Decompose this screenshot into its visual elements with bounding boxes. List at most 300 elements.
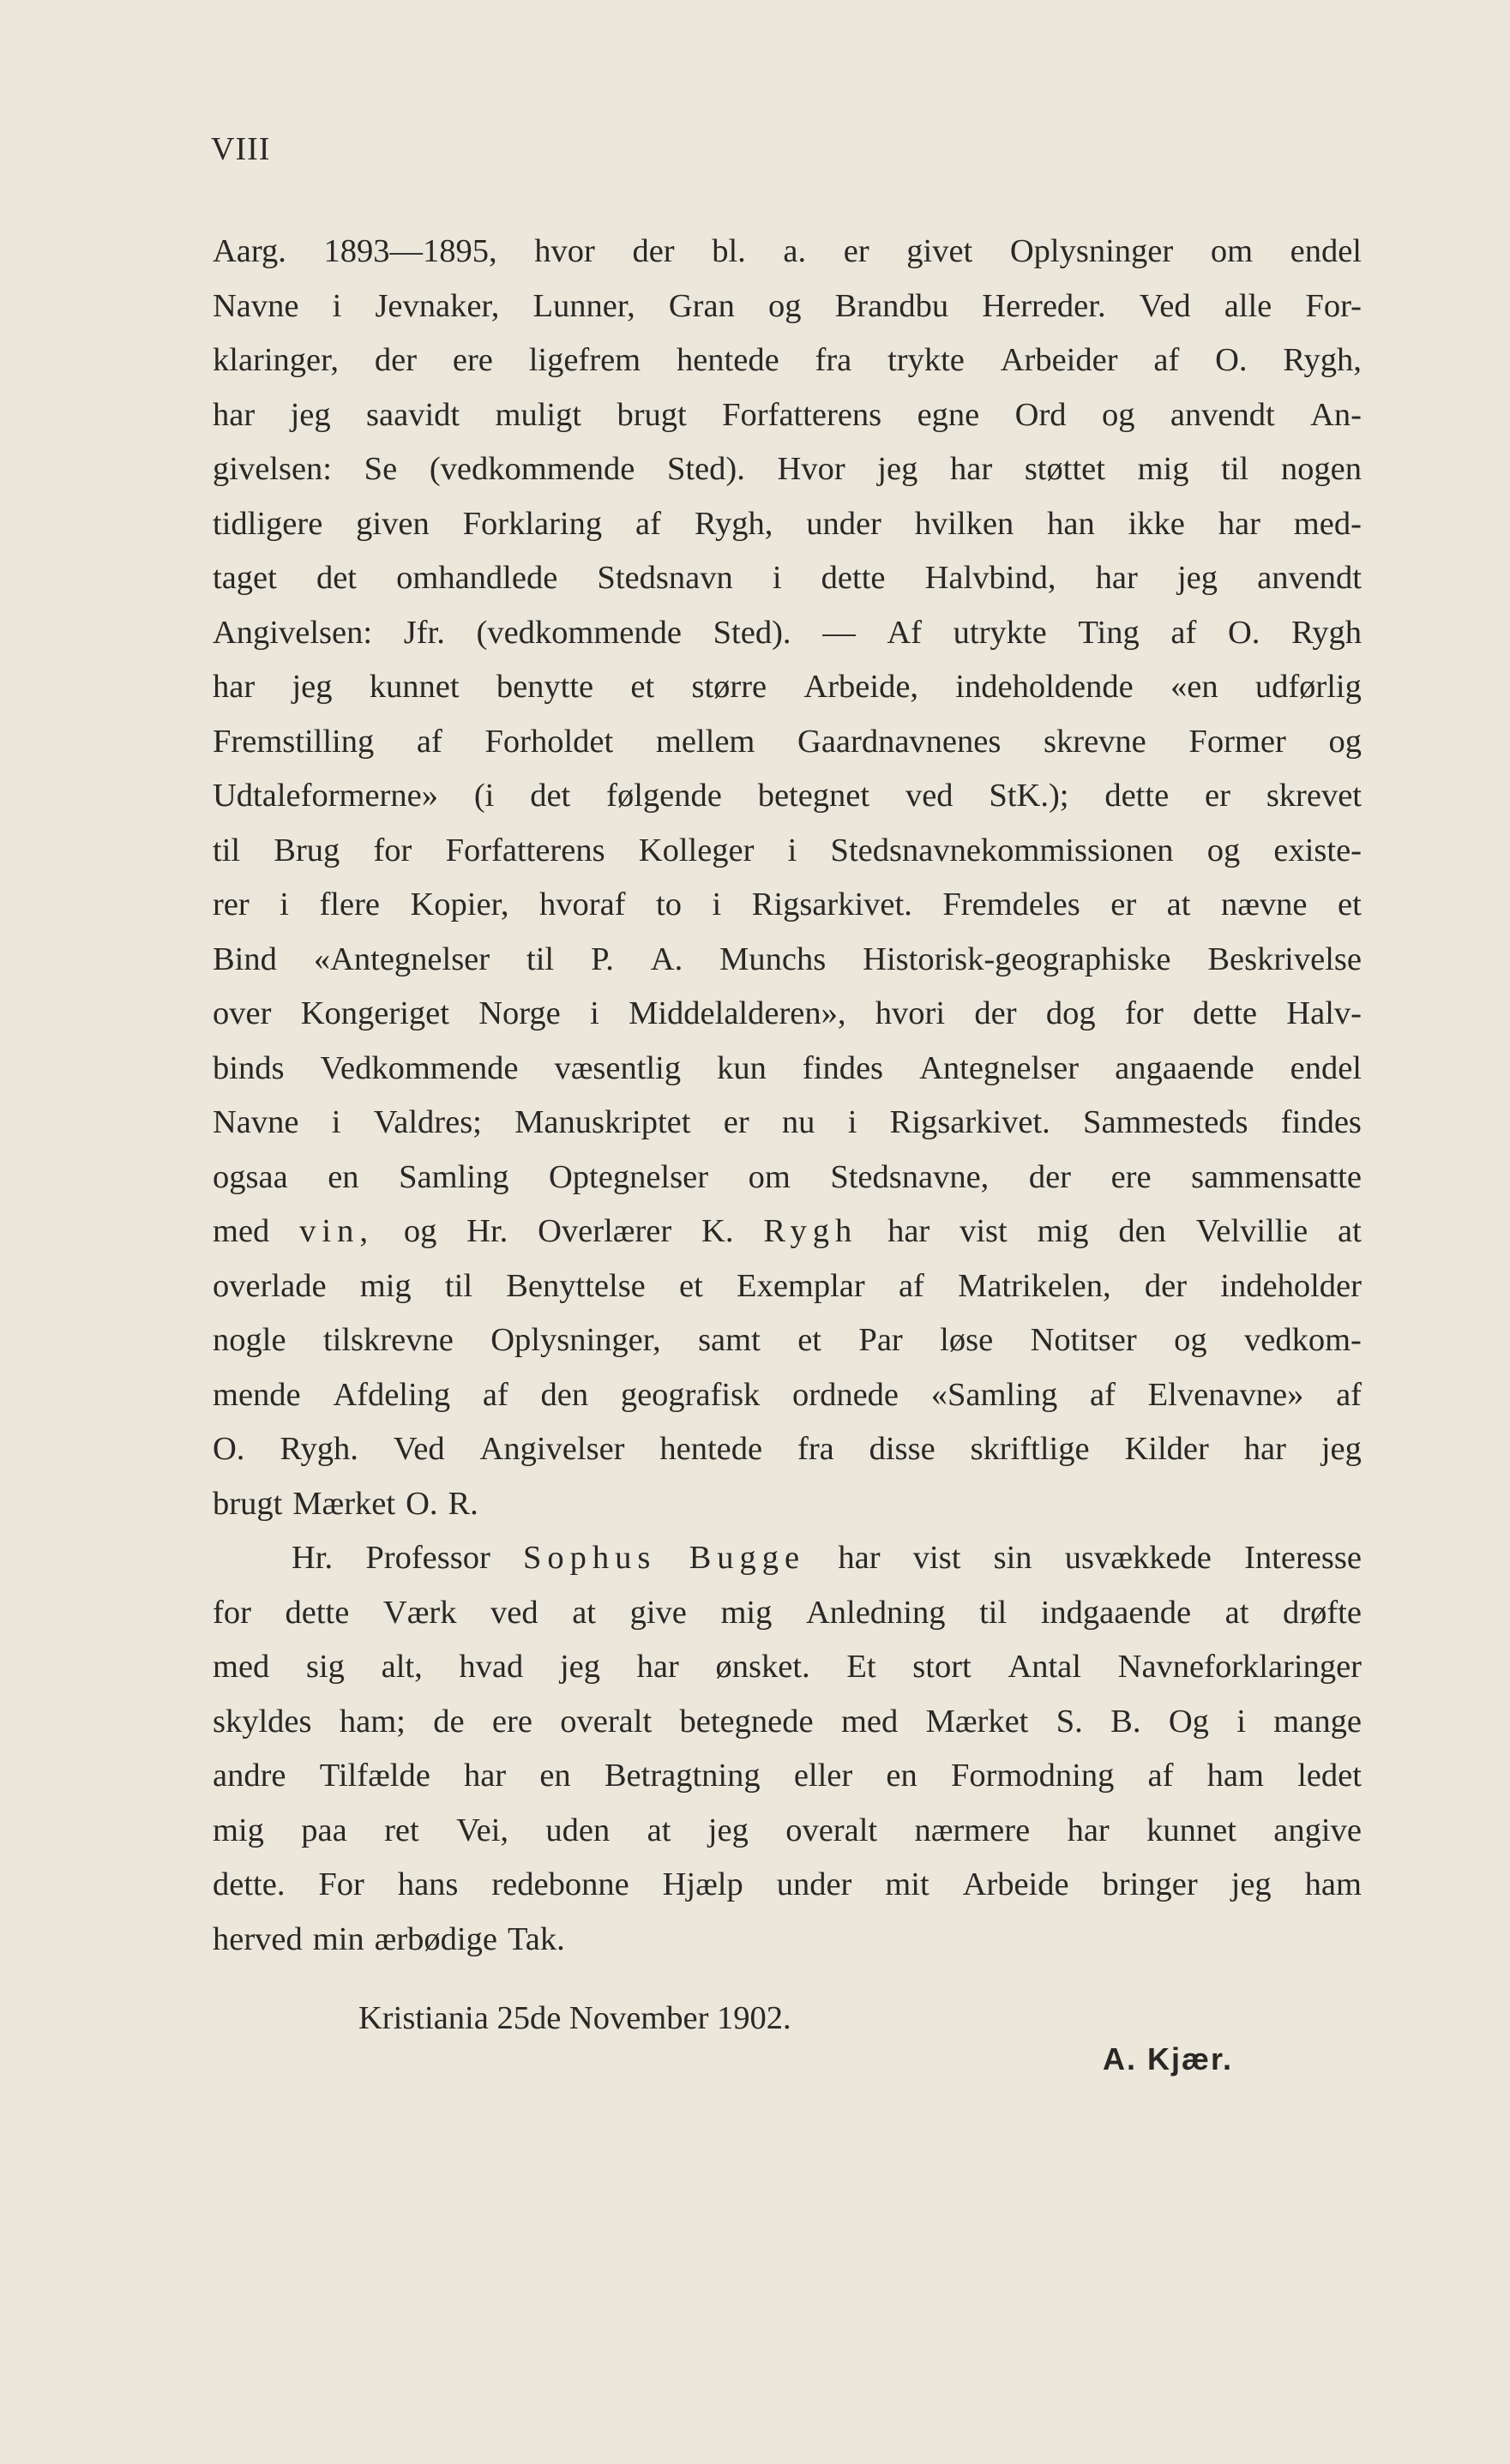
- word: mit: [885, 1866, 929, 1902]
- word: Professor: [365, 1540, 490, 1576]
- text-line: [213, 824, 1362, 879]
- word: at: [572, 1594, 596, 1631]
- word: ved: [490, 1594, 538, 1631]
- word: herved: [213, 1920, 303, 1957]
- text-line: [213, 551, 1362, 606]
- word: vist: [960, 1213, 1008, 1249]
- word: og: [1328, 723, 1362, 760]
- word: Kolleger: [638, 832, 755, 868]
- word: K.: [701, 1213, 734, 1249]
- word: Ved: [1139, 287, 1191, 324]
- word: overalt: [560, 1703, 653, 1740]
- word: to: [656, 886, 682, 922]
- word: Brandbu: [834, 287, 949, 324]
- word: en: [328, 1158, 359, 1195]
- word: vedkom-: [1244, 1322, 1362, 1358]
- word: Angivelsen:: [213, 614, 373, 651]
- word: Kilder: [1124, 1431, 1209, 1467]
- word: Antal: [1008, 1649, 1081, 1685]
- word: Sted).: [713, 614, 791, 651]
- word: i: [712, 886, 722, 922]
- word: hentede: [676, 342, 779, 378]
- word: har: [213, 396, 256, 433]
- word: tilskrevne: [322, 1322, 454, 1358]
- text-line: [213, 1695, 1362, 1750]
- word: bringer: [1102, 1866, 1198, 1902]
- word: P.: [591, 941, 614, 977]
- word: geografisk: [620, 1376, 761, 1413]
- word: samt: [698, 1322, 761, 1358]
- word: Samling: [399, 1158, 509, 1195]
- word: løse: [940, 1322, 994, 1358]
- word: Oplysninger: [1009, 233, 1174, 269]
- word: Exemplar: [737, 1267, 865, 1304]
- text-line: [213, 225, 1362, 279]
- word: benytte: [496, 669, 594, 705]
- word: Arbeide,: [803, 669, 919, 705]
- text-line: [213, 1096, 1362, 1151]
- word: skyldes: [213, 1703, 312, 1740]
- word: at: [1224, 1594, 1249, 1631]
- word: Tak.: [507, 1920, 565, 1957]
- word: egne: [917, 396, 980, 433]
- word: Rygh: [763, 1213, 858, 1249]
- word: Bugge: [689, 1540, 806, 1576]
- word: Hr.: [466, 1213, 508, 1249]
- word: har: [1243, 1431, 1286, 1467]
- word: «Antegnelser: [313, 941, 490, 977]
- word: Værk: [382, 1594, 457, 1631]
- word: Fremdeles: [942, 886, 1080, 922]
- word: dette: [285, 1594, 350, 1631]
- word: i: [280, 886, 289, 922]
- word: tidligere: [213, 505, 323, 542]
- word: (vedkommende: [429, 451, 635, 487]
- word: til: [526, 941, 555, 977]
- word: ikke: [1128, 505, 1185, 542]
- word: og: [1206, 832, 1241, 868]
- word: R.: [448, 1485, 478, 1522]
- word: brugt: [213, 1485, 283, 1522]
- word: Sted).: [666, 451, 745, 487]
- signature: A. Kjær.: [1103, 2041, 1234, 2076]
- word: indeholder: [1220, 1267, 1362, 1304]
- word: har: [950, 451, 993, 487]
- word: og: [767, 287, 802, 324]
- word: Hjælp: [662, 1866, 743, 1902]
- word: anvendt: [1257, 560, 1362, 596]
- word: i: [332, 287, 342, 324]
- word: Vedkommende: [320, 1049, 519, 1086]
- word: ret: [384, 1812, 419, 1848]
- word: skrevet: [1266, 778, 1362, 814]
- word: Ting: [1078, 614, 1140, 651]
- word: under: [806, 505, 881, 542]
- word: hans: [397, 1866, 459, 1902]
- text-line: [213, 1042, 1362, 1097]
- word: kunnet: [369, 669, 460, 705]
- word: andre: [213, 1758, 286, 1794]
- word: findes: [802, 1049, 884, 1086]
- word: hvoraf: [539, 886, 626, 922]
- word: Fremstilling: [213, 723, 375, 760]
- word: Ord: [1014, 396, 1067, 433]
- word: findes: [1280, 1104, 1362, 1140]
- text-line: [213, 1913, 1362, 1968]
- word: rer: [213, 886, 250, 922]
- word: Matrikelen,: [958, 1267, 1111, 1304]
- word: kunnet: [1146, 1812, 1236, 1848]
- word: Og: [1168, 1703, 1209, 1740]
- text-line: [213, 1422, 1362, 1477]
- word: fra: [797, 1431, 834, 1467]
- word: dette: [821, 560, 886, 596]
- word: Halvbind,: [924, 560, 1056, 596]
- word: overalt: [785, 1812, 878, 1848]
- text-line: [213, 497, 1362, 552]
- word: i: [331, 1104, 341, 1140]
- paragraph-1: [213, 225, 1362, 1531]
- word: eller: [793, 1758, 853, 1794]
- word: taget: [213, 560, 277, 596]
- word: Formodning: [950, 1758, 1115, 1794]
- word: nogen: [1280, 451, 1362, 487]
- word: For: [318, 1866, 364, 1902]
- word: væsentlig: [554, 1049, 682, 1086]
- word: ere: [491, 1703, 532, 1740]
- word: alle: [1224, 287, 1272, 324]
- word: jeg: [1320, 1431, 1362, 1467]
- word: Benyttelse: [506, 1267, 646, 1304]
- word: paa: [301, 1812, 347, 1848]
- word: Antegnelser: [919, 1049, 1080, 1086]
- word: Aarg.: [213, 233, 286, 269]
- text-line: [213, 1531, 1362, 1586]
- text-line: [213, 606, 1362, 661]
- word: Navneforklaringer: [1117, 1649, 1362, 1685]
- word: et: [1338, 886, 1362, 922]
- word: nogle: [213, 1322, 286, 1358]
- word: ogsaa: [213, 1158, 288, 1195]
- page-number: VIII: [211, 131, 271, 167]
- word: Hvor: [777, 451, 845, 487]
- word: har: [838, 1540, 881, 1576]
- text-line: [213, 769, 1362, 824]
- word: Beskrivelse: [1207, 941, 1362, 977]
- text-line: [213, 715, 1362, 770]
- word: Stedsnavn: [597, 560, 733, 596]
- word: de: [433, 1703, 465, 1740]
- word: med: [840, 1703, 899, 1740]
- word: skriftlige: [970, 1431, 1090, 1467]
- word: er: [1110, 886, 1137, 922]
- word: Manuskriptet: [514, 1104, 691, 1140]
- word: med-: [1293, 505, 1362, 542]
- word: af: [1090, 1376, 1116, 1413]
- text-line: [213, 1151, 1362, 1205]
- word: muligt: [495, 396, 582, 433]
- word: Hr.: [292, 1540, 334, 1576]
- word: betegnet: [757, 778, 870, 814]
- word: uden: [545, 1812, 611, 1848]
- text-line: [213, 279, 1362, 334]
- word: drøfte: [1283, 1594, 1362, 1631]
- word: vin,: [299, 1213, 374, 1249]
- word: Rigsarkivet.: [751, 886, 912, 922]
- word: i: [787, 832, 797, 868]
- word: indgaaende: [1040, 1594, 1192, 1631]
- word: Velvillie: [1195, 1213, 1308, 1249]
- word: «en: [1170, 669, 1218, 705]
- word: for: [1124, 995, 1164, 1031]
- text-line: [213, 1858, 1362, 1913]
- word: trykte: [887, 342, 965, 378]
- text-line: [213, 1804, 1362, 1859]
- word: Anledning: [805, 1594, 946, 1631]
- word: An-: [1310, 396, 1362, 433]
- word: dog: [1045, 995, 1096, 1031]
- word: Arbeider: [1000, 342, 1118, 378]
- word: af: [416, 723, 442, 760]
- word: mig: [720, 1594, 773, 1631]
- word: om: [1210, 233, 1254, 269]
- word: Jfr.: [403, 614, 445, 651]
- word: en: [886, 1758, 917, 1794]
- word: bl.: [712, 233, 746, 269]
- word: over: [213, 995, 272, 1031]
- word: sammensatte: [1191, 1158, 1362, 1195]
- word: Halv-: [1286, 995, 1362, 1031]
- word: S.: [1056, 1703, 1083, 1740]
- word: Jevnaker,: [375, 287, 500, 324]
- word: Kongeriget: [300, 995, 449, 1031]
- word: Rygh,: [1283, 342, 1362, 378]
- word: det: [530, 778, 571, 814]
- word: givet: [906, 233, 973, 269]
- word: mig: [359, 1267, 412, 1304]
- word: Arbeide: [962, 1866, 1069, 1902]
- word: dette.: [213, 1866, 286, 1902]
- closing-place-date: Kristiania 25de November 1902.: [358, 2000, 791, 2036]
- word: af: [1170, 614, 1197, 651]
- word: Ved: [393, 1431, 445, 1467]
- word: følgende: [606, 778, 722, 814]
- word: jeg: [292, 669, 333, 705]
- word: O.: [406, 1485, 438, 1522]
- word: Historisk-geographiske: [863, 941, 1171, 977]
- text-line: [213, 1259, 1362, 1314]
- word: har: [213, 669, 256, 705]
- word: Tilfælde: [319, 1758, 430, 1794]
- word: Kopier,: [410, 886, 509, 922]
- word: give: [629, 1594, 687, 1631]
- word: er: [723, 1104, 749, 1140]
- word: i: [847, 1104, 857, 1140]
- word: om: [748, 1158, 791, 1195]
- word: Navne: [213, 287, 299, 324]
- word: Et: [846, 1649, 876, 1685]
- word: O.: [213, 1431, 245, 1467]
- word: existe-: [1273, 832, 1362, 868]
- body-text: [213, 225, 1362, 1967]
- text-line: [213, 987, 1362, 1042]
- word: Gran: [668, 287, 735, 324]
- text-line: [213, 878, 1362, 933]
- word: til: [444, 1267, 473, 1304]
- word: endel: [1290, 1049, 1362, 1086]
- word: Betragtning: [604, 1758, 761, 1794]
- word: Sophus: [523, 1540, 657, 1576]
- word: og: [403, 1213, 437, 1249]
- word: Af: [887, 614, 922, 651]
- word: 1893—1895,: [323, 233, 497, 269]
- word: mange: [1273, 1703, 1362, 1740]
- word: i: [772, 560, 782, 596]
- word: A.: [650, 941, 683, 977]
- word: Udtaleformerne»: [213, 778, 438, 814]
- word: den: [1118, 1213, 1166, 1249]
- word: Forfatterens: [722, 396, 882, 433]
- word: jeg: [707, 1812, 749, 1848]
- word: nærmere: [914, 1812, 1031, 1848]
- word: betegnede: [679, 1703, 814, 1740]
- word: jeg: [877, 451, 918, 487]
- word: har: [1218, 505, 1260, 542]
- word: fra: [815, 342, 852, 378]
- word: mig: [1037, 1213, 1089, 1249]
- word: af: [635, 505, 661, 542]
- word: saavidt: [366, 396, 460, 433]
- word: der: [1144, 1267, 1188, 1304]
- word: ere: [1110, 1158, 1152, 1195]
- word: ere: [452, 342, 493, 378]
- word: Forfatterens: [445, 832, 605, 868]
- word: har: [1067, 1812, 1110, 1848]
- word: alt,: [381, 1649, 423, 1685]
- word: Rigsarkivet.: [889, 1104, 1050, 1140]
- word: endel: [1290, 233, 1362, 269]
- word: et: [797, 1322, 821, 1358]
- text-line: [213, 1368, 1362, 1423]
- text-line: [213, 1477, 1362, 1532]
- text-line: [213, 334, 1362, 388]
- word: det: [316, 560, 357, 596]
- word: hvor: [534, 233, 595, 269]
- word: Valdres;: [373, 1104, 482, 1140]
- word: disse: [869, 1431, 935, 1467]
- word: at: [1338, 1213, 1362, 1249]
- word: mig: [1137, 451, 1189, 487]
- word: til: [979, 1594, 1008, 1631]
- word: af: [1153, 342, 1180, 378]
- word: af: [482, 1376, 508, 1413]
- word: med: [213, 1213, 270, 1249]
- word: Gaardnavnenes: [797, 723, 1002, 760]
- word: under: [776, 1866, 852, 1902]
- word: hvori: [875, 995, 946, 1031]
- word: Munchs: [719, 941, 827, 977]
- word: i: [1236, 1703, 1246, 1740]
- word: jeg: [1176, 560, 1218, 596]
- word: har: [1095, 560, 1138, 596]
- word: ham;: [339, 1703, 406, 1740]
- word: Navne: [213, 1104, 299, 1140]
- word: i: [590, 995, 599, 1031]
- word: stort: [912, 1649, 972, 1685]
- word: angaaende: [1115, 1049, 1254, 1086]
- word: den: [540, 1376, 589, 1413]
- word: (vedkommende: [476, 614, 682, 651]
- word: Norge: [478, 995, 561, 1031]
- word: vist: [912, 1540, 961, 1576]
- text-line: [213, 1586, 1362, 1641]
- word: mig: [213, 1812, 264, 1848]
- word: at: [647, 1812, 671, 1848]
- word: utrykte: [953, 614, 1047, 651]
- word: Se: [364, 451, 398, 487]
- word: til: [1221, 451, 1249, 487]
- word: sig: [305, 1649, 345, 1685]
- word: Elvenavne»: [1147, 1376, 1304, 1413]
- word: at: [1166, 886, 1191, 922]
- word: Former: [1188, 723, 1286, 760]
- word: anvendt: [1170, 396, 1275, 433]
- word: mellem: [655, 723, 755, 760]
- word: flere: [319, 886, 380, 922]
- word: Rygh,: [694, 505, 773, 542]
- word: der: [974, 995, 1017, 1031]
- word: O.: [1227, 614, 1260, 651]
- word: ledet: [1297, 1758, 1362, 1794]
- word: Interesse: [1244, 1540, 1362, 1576]
- word: (i: [473, 778, 495, 814]
- text-line: [213, 1205, 1362, 1259]
- word: hvilken: [914, 505, 1014, 542]
- text-line: [213, 933, 1362, 988]
- text-line: [213, 660, 1362, 715]
- word: Sammesteds: [1083, 1104, 1248, 1140]
- word: «Samling: [930, 1376, 1058, 1413]
- word: usvækkede: [1064, 1540, 1212, 1576]
- word: er: [843, 233, 869, 269]
- word: Middelalderen»,: [629, 995, 846, 1031]
- word: hvad: [459, 1649, 524, 1685]
- word: StK.);: [989, 778, 1069, 814]
- word: jeg: [1230, 1866, 1272, 1902]
- word: Forholdet: [484, 723, 614, 760]
- word: udførlig: [1254, 669, 1362, 705]
- word: Herreder.: [982, 287, 1106, 324]
- word: jeg: [559, 1649, 600, 1685]
- word: Bind: [213, 941, 277, 977]
- word: Stedsnavne,: [830, 1158, 990, 1195]
- word: ham: [1206, 1758, 1264, 1794]
- word: redebonne: [491, 1866, 629, 1902]
- word: for: [213, 1594, 251, 1631]
- word: dette: [1104, 778, 1170, 814]
- word: Optegnelser: [549, 1158, 709, 1195]
- word: har: [636, 1649, 679, 1685]
- word: O.: [1215, 342, 1248, 378]
- word: er: [1205, 778, 1230, 814]
- word: Par: [858, 1322, 903, 1358]
- word: brugt: [617, 396, 687, 433]
- word: en: [539, 1758, 571, 1794]
- word: Brug: [274, 832, 340, 868]
- word: Overlærer: [538, 1213, 672, 1249]
- word: givelsen:: [213, 451, 332, 487]
- word: ligefrem: [528, 342, 641, 378]
